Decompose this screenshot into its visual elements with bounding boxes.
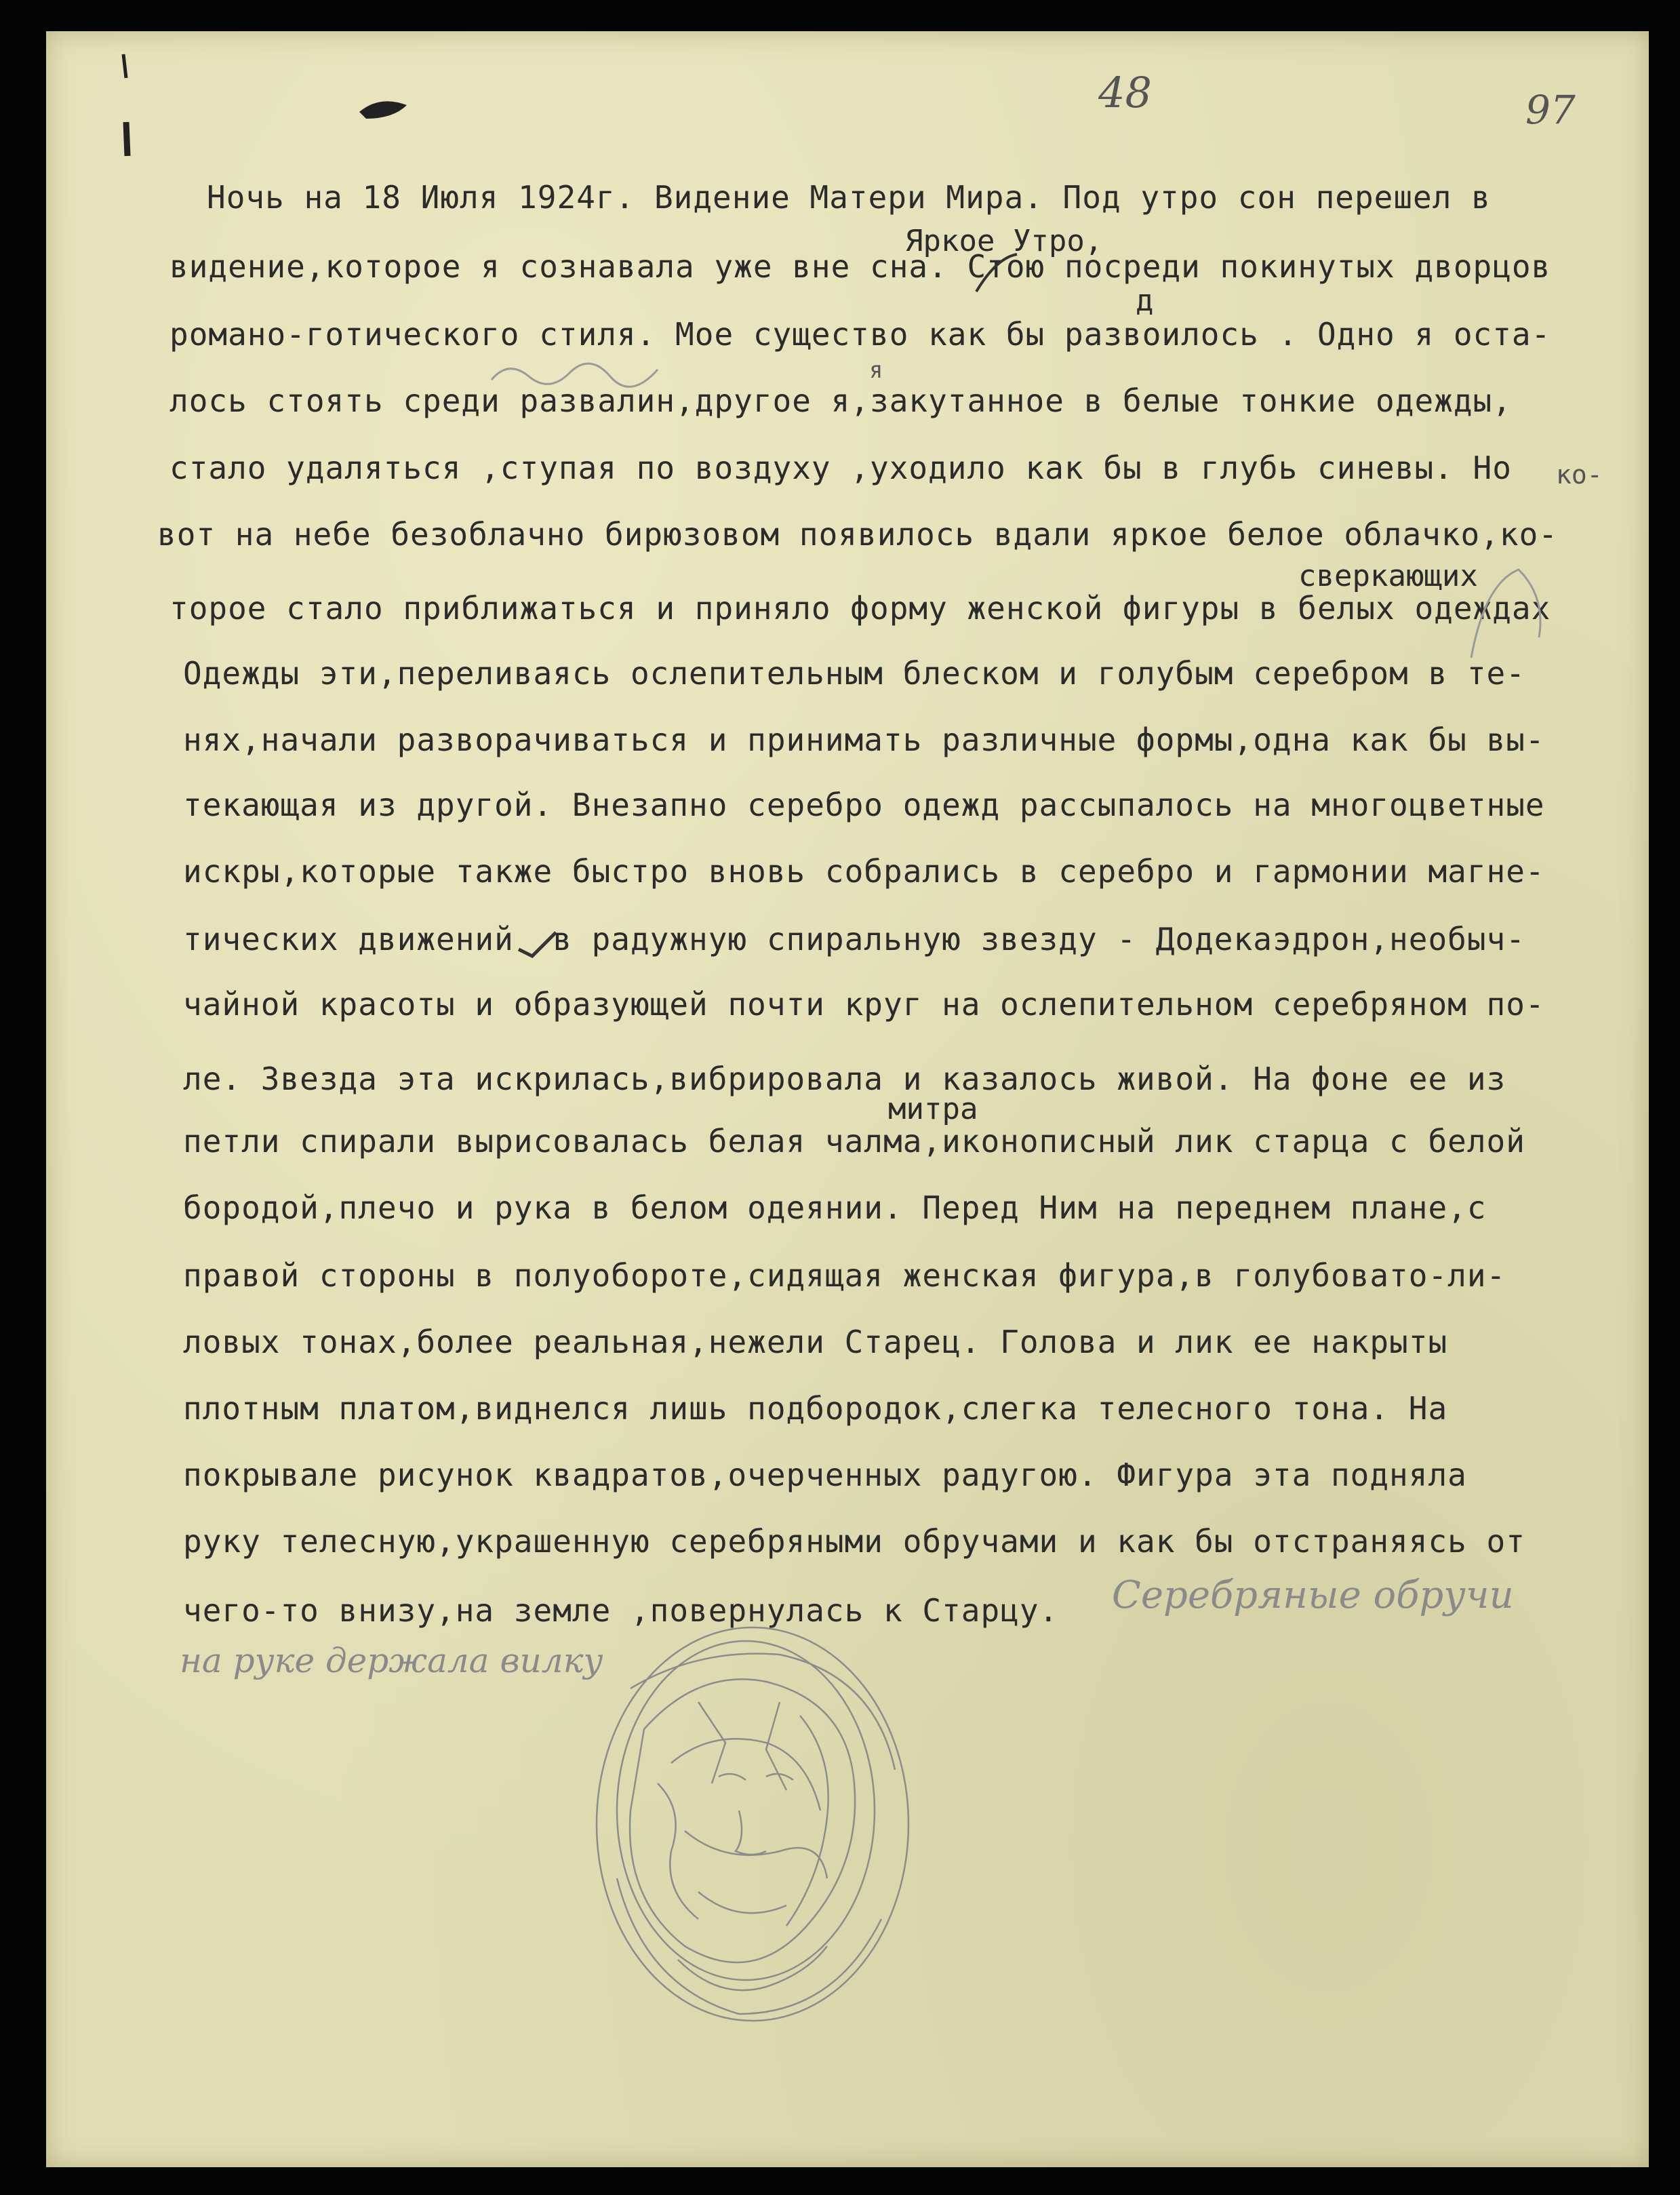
pencil-sketch: [563, 1607, 942, 2041]
typed-line: видение,которое я сознавала уже вне сна. Стою посреди покинутых дворцов: [169, 248, 1551, 285]
typed-line: текающая из другой. Внезапно серебро одежд рассыпалось на многоцветные: [183, 787, 1545, 823]
insertion-mitra: митра: [888, 1092, 978, 1126]
insertion-sparkling: сверкающих: [1298, 559, 1478, 593]
typed-line: чайной красоты и образующей почти круг на ослепительном серебряном по-: [183, 986, 1545, 1023]
pencil-scribble-right: [1464, 556, 1600, 665]
archive-number: 48: [1098, 68, 1152, 117]
typed-line: покрывале рисунок квадратов,очерченных радугою. Фигура эта подняла: [183, 1457, 1467, 1493]
insertion-bright-morning: Яркое Утро,: [905, 224, 1103, 258]
pencil-note-silver-hoops: Серебряные обручи: [1112, 1573, 1514, 1617]
typed-line: вот на небе безоблачно бирюзовом появилось вдали яркое белое облачко,ко-: [157, 516, 1558, 553]
typed-line: искры,которые также быстро вновь собрались в серебро и гармонии магне-: [183, 853, 1545, 890]
insert-check-mark: [515, 929, 563, 963]
typed-line: руку телесную,украшенную серебряными обручами и как бы отстраняясь от: [183, 1523, 1525, 1560]
typed-line: Одежды эти,переливаясь ослепительным блеском и голубым серебром в те-: [183, 655, 1525, 692]
typed-line: бородой,плечо и рука в белом одеянии. Перед Ним на переднем плане,с: [183, 1189, 1487, 1226]
typed-line: тических движений в радужную спиральную звезду - Додекаэдрон,необыч-: [183, 921, 1525, 957]
insert-caret-mark: [969, 251, 1024, 298]
typed-line: нях,начали разворачиваться и принимать различные формы,одна как бы вы-: [183, 721, 1545, 758]
insertion-letter-ya: я: [869, 357, 883, 384]
pencil-scribble-top: [488, 353, 664, 393]
margin-continuation: ко-: [1556, 460, 1603, 490]
typed-line: чего-то внизу,на земле ,повернулась к Старцу.: [183, 1592, 1059, 1629]
page-number: 97: [1525, 87, 1576, 133]
typed-line: лось стоять среди развалин,другое я,закутанное в белые тонкие одежды,: [169, 382, 1512, 419]
ink-blot: [353, 92, 434, 132]
typed-line: Ночь на 18 Июля 1924г. Видение Матери Мира. Под утро сон перешел в: [207, 179, 1491, 216]
typed-line: стало удаляться ,ступая по воздуху ,уходило как бы в глубь синевы. Но: [169, 450, 1512, 486]
typed-line: ловых тонах,более реальная,нежели Старец. Голова и лик ее накрыты: [183, 1324, 1448, 1360]
typed-line: романо-готического стиля. Мое существо как бы развоилось . Одно я оста-: [169, 316, 1551, 353]
typed-line: петли спирали вырисовалась белая чалма,иконописный лик старца с белой: [183, 1123, 1525, 1160]
typed-line: торое стало приближаться и приняло форму женской фигуры в белых одеждах: [169, 590, 1551, 627]
typed-line: правой стороны в полуобороте,сидящая женская фигура,в голубовато-ли-: [183, 1257, 1506, 1294]
typed-line: ле. Звезда эта искрилась,вибрировала и казалось живой. На фоне ее из: [183, 1061, 1506, 1097]
insertion-letter-d: д: [1136, 283, 1154, 318]
pencil-note-below: на руке держала вилку: [180, 1641, 603, 1680]
typed-line: плотным платом,виднелся лишь подбородок,слегка телесного тона. На: [183, 1390, 1448, 1427]
